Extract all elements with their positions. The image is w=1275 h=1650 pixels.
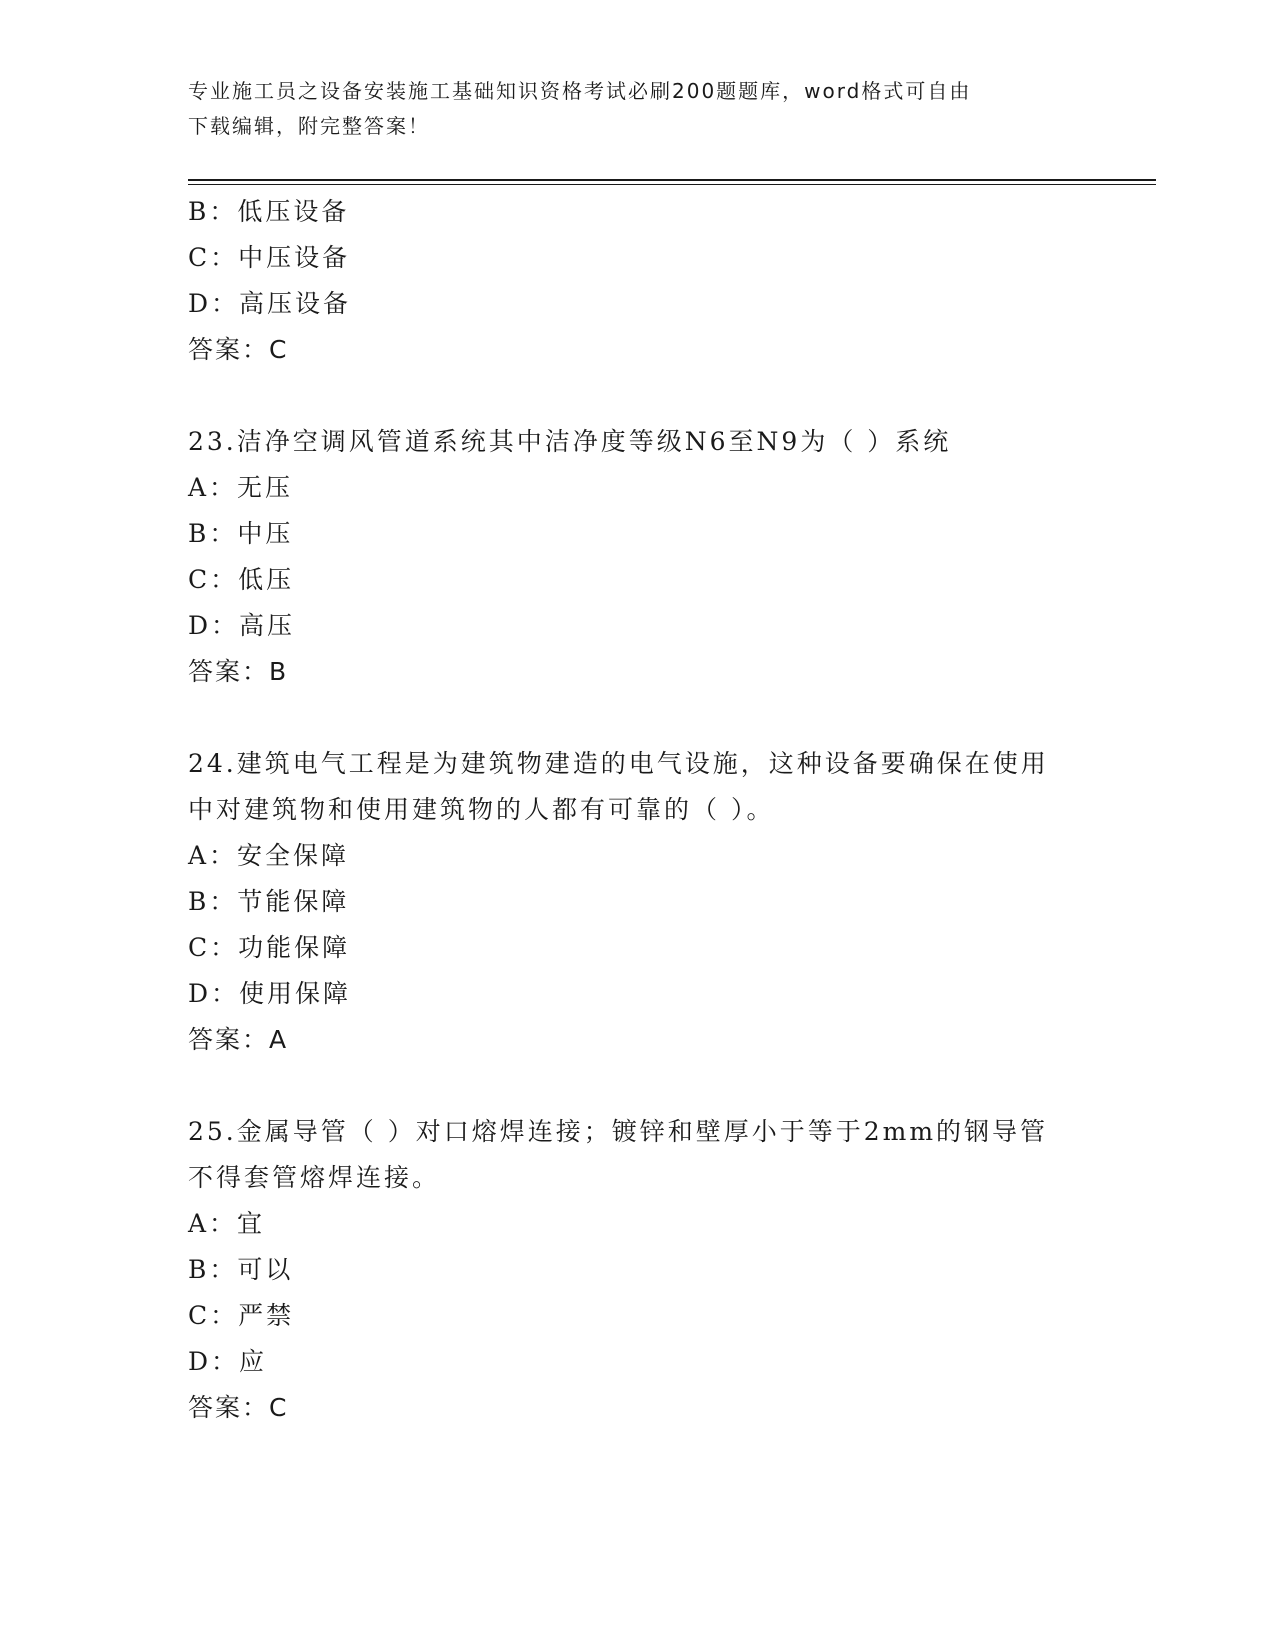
question-23 bbox=[188, 419, 1068, 695]
question-25 bbox=[188, 1109, 1068, 1431]
option-d: D：高压设备 bbox=[188, 289, 352, 318]
option-d: D：高压 bbox=[188, 611, 296, 640]
question-spacer bbox=[188, 373, 1068, 419]
answer-line: 答案：C bbox=[188, 1393, 289, 1422]
option-c: C：严禁 bbox=[188, 1301, 295, 1330]
answer-line: 答案：A bbox=[188, 1025, 289, 1054]
option-c: C：中压设备 bbox=[188, 243, 351, 272]
question-stem-line-1: 24.建筑电气工程是为建筑物建造的电气设施，这种设备要确保在使用 bbox=[188, 749, 1049, 778]
question-spacer bbox=[188, 695, 1068, 741]
option-b: B：中压 bbox=[188, 519, 294, 548]
header-divider-thick bbox=[188, 179, 1156, 181]
question-24 bbox=[188, 741, 1068, 1063]
answer-line: 答案：B bbox=[188, 657, 289, 686]
option-a: A：安全保障 bbox=[188, 841, 350, 870]
option-d: D：使用保障 bbox=[188, 979, 352, 1008]
question-stem: 23.洁净空调风管道系统其中洁净度等级N6至N9为（ ）系统 bbox=[188, 427, 952, 456]
header-line-1: 专业施工员之设备安装施工基础知识资格考试必刷200题题库，word格式可自由 bbox=[188, 79, 972, 103]
option-a: A：宜 bbox=[188, 1209, 266, 1238]
option-b: B：节能保障 bbox=[188, 887, 350, 916]
question-stem-line-2: 中对建筑物和使用建筑物的人都有可靠的（ ）。 bbox=[188, 795, 775, 824]
question-list bbox=[188, 189, 1068, 1431]
option-b: B：可以 bbox=[188, 1255, 294, 1284]
question-stem-line-1: 25.金属导管（ ）对口熔焊连接；镀锌和壁厚小于等于2mm的钢导管 bbox=[188, 1117, 1049, 1146]
question-spacer bbox=[188, 1063, 1068, 1109]
question-22-tail bbox=[188, 189, 1068, 373]
question-stem-line-2: 不得套管熔焊连接。 bbox=[188, 1163, 441, 1192]
option-c: C：低压 bbox=[188, 565, 295, 594]
option-c: C：功能保障 bbox=[188, 933, 351, 962]
header-divider-thin bbox=[188, 184, 1156, 185]
option-d: D：应 bbox=[188, 1347, 268, 1376]
header-line-2: 下载编辑，附完整答案！ bbox=[188, 114, 430, 138]
option-a: A：无压 bbox=[188, 473, 294, 502]
answer-line: 答案：C bbox=[188, 335, 289, 364]
option-b: B：低压设备 bbox=[188, 197, 350, 226]
document-header bbox=[188, 74, 1068, 144]
